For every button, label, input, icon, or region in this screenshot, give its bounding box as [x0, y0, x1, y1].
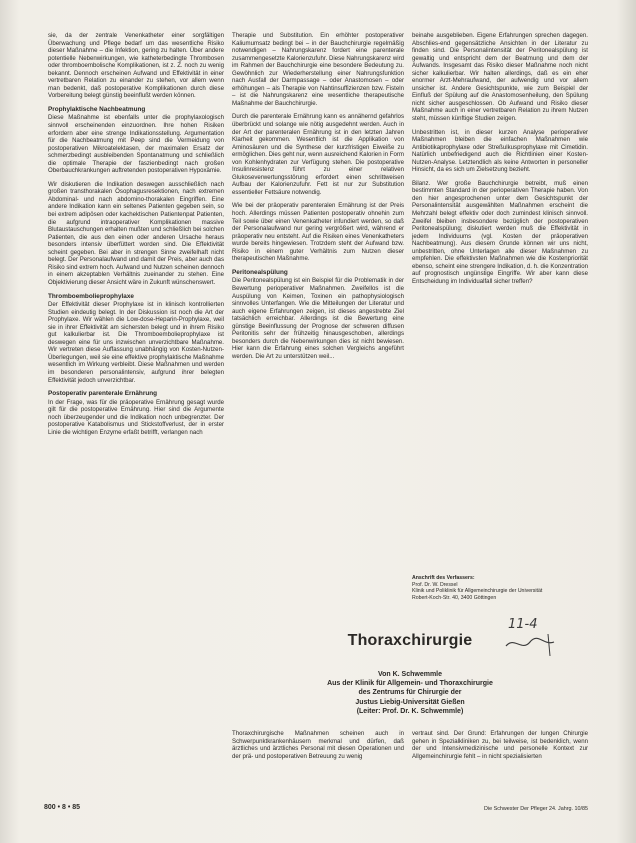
affiliation-line: Justus Liebig-Universität Gießen: [355, 698, 465, 706]
article-column-right: [412, 730, 588, 766]
handwritten-number: 11-4: [508, 617, 538, 632]
page-number: 800 • 8 • 85: [44, 804, 81, 811]
paragraph: Die Peritonealspülung ist ein Beispiel für die Problematik in der Bewertung perioperativer Maßnahmen. Zweifellos ist die Auspülung von Keimen, Toxinen ein pathophysiologisch sinnvolles Unterfangen. Wie die Mitteilungen der Literatur und auch eigene Erfahrungen zeigen, ist dieses angestrebte Ziel tatsächlich erreichbar. Allerdings ist die Bewertung eine günstige Beeinflussung der Prognose der schweren diffusen Peritonitis sehr der frühzeitig hinausgeschoben, allerdings besonders durch die Nebenwirkungen dies ist nicht bewiesen. Hier kann die Erfahrung eines solchen Vergleichs angeführt werden. Die Art zu unterstützen weil...: [232, 277, 404, 360]
address-line: Robert-Koch-Str. 40, 3400 Göttingen: [412, 594, 497, 601]
paragraph: Therapie und Substitution. Ein erhöhter postoperativer Kaliumumsatz bedingt bei – in der Bauchchirurgie regelmäßig notwendigen – Nahrungskarenz fordert eine parenterale zusammengesetzte Kalorienzufuhr. Diese Nahrungskarenz wird im Rahmen der Bauchchirurgie eine besondere Bedeutung zu. Gewöhnlich zur Wiederherstellung einer Nahrungsfunktion nach Ausfall der Darmpassage – oder Anastomosen – oder erhöhungen – als Therapie von Nahtinsuffizienzen bzw. Fisteln – ist die Nahrungskarenz eine wesentliche therapeutische Maßnahme der Bauchchirurgie.: [232, 32, 404, 107]
section-heading: Postoperativ parenterale Ernährung: [48, 390, 158, 398]
column-left: [48, 32, 224, 442]
paragraph: sie, da der zentrale Venenkatheter einer sorgfältigen Überwachung und Pflege bedarf um das wesentliche Risiko dieser Maßnahme – die Infektion, gering zu halten. Über andere potentielle Nebenwirkungen, wie katheterbedingte Thrombosen oder thromboembolische Komplikationen, ist z. Z. noch zu wenig bekannt. Dennoch erscheinen Aufwand und Effektivität in einer vertretbaren Relation zu einander zu stehen, vor allem wenn man bedenkt, daß postoperative Komplikationen durch diese Vorbereitung belegt günstig beeinflußt werden können.: [48, 32, 224, 100]
paragraph: Wir diskutieren die Indikation deswegen ausschließlich nach großen transthorakalen Ösophagusresektionen, nach extremen Abdominal- und nach abdomino-thorakalen Eingriffen. Eine andere Indikation kann ein seltenes Patienten gegeben sein, so bei extrem adipösen oder kachektischen Patientenpat Patienten, die aufgrund intraoperativer Komplikationen massive Blutaustauschungen erhalten mußten und schließlich bei solchen Patienten, die aus den einen oder anderen Ursache heraus besonders intensiv überfüttert worden sind. Die Effektivität scheint gegeben. Bei aber in strengen Sinne zweifelhaft nicht belegt. Der Personalaufwand und damit der Preis, aber auch das Risiko sind extrem hoch. Aufwand und Nutzen scheinen dennoch in einem akzeptablen Verhältnis zueinander zu stehen. Eine Objektivierung dieser Ansicht wäre in Zukunft wünschenswert.: [48, 180, 224, 286]
paragraph: vertraut sind. Der Grund: Erfahrungen der lungen Chirurgie gehen in Spezialkliniken zu, bei teilweise, ist bedenklich, wenn der und Intensivmedizinische und personelle Kontext zur Allgemeinchirurgie fehlt – in nicht spezialisierten: [412, 730, 588, 760]
address-line: Klinik und Poliklinik für Allgemeinchirurgie der Universität: [412, 588, 543, 595]
paragraph: In der Frage, was für die präoperative Ernährung gesagt wurde gilt für die postoperative Ernährung. Hier sind die Argumente noch überzeugender und die Indikation noch unbegrenzter. Der postoperative Katabolismus und Stickstoffverlust, der in erster Linie die wichtigen Enzyme erfaßt betrifft, verlangen nach: [48, 398, 224, 436]
author-address: [412, 575, 588, 601]
paragraph: beinahe ausgeblieben. Eigene Erfahrungen sprechen dagegen. Abschlies-end gegensätzliche Ansichten in der Literatur zu finden sind. Die Personalintensität der Peritonealspülung ist gewaltig und entspricht dem der Beatmung und dem der Aufwands. Insgesamt das Risiko dieser Maßnahme noch nicht sicher kalkulierbar. Wir halten allerdings, daß es ein eher enormer Arzt-Mehraufwand, der aufwendig und vor allem unsicher ist. Andere Gesichtspunkte, wie zum Beispiel der Einfluß der Spülung auf die Anastomosenheilung, den Spülung nicht sicher ausgeschlossen. Ob Aufwand und Risiko dieser Maßnahme auch in einer vertretbaren Relation zu ihrem Nutzen steht, müssen künftige Studien zeigen.: [412, 32, 588, 123]
address-heading: Anschrift des Verfassers:: [412, 575, 475, 581]
section-heading: Prophylaktische Nachbeatmung: [48, 105, 146, 113]
affiliation-line: des Zentrums für Chirurgie der: [358, 689, 462, 697]
journal-footer: Die Schwester Der Pfleger 24. Jahrg. 10/85: [484, 806, 588, 812]
paragraph: Diese Maßnahme ist ebenfalls unter die prophylaxologisch sinnvoll erscheinenden einzuordnen. Ihre hohen Risiken erfordern aber eine strenge Indikationsstellung. Argumentation für die Nachbeatmung mit Peep sind die Vermeidung von postoperativen Mikroatelektasen, der maximalen Ersatz der schmerzbedingt ausbleibenden Spontanatmung und schließlich die optimale Therapie der faszienbedingt nach großen Oberbauchkrankungen auftretenden postoperativen Hypoxämie.: [48, 114, 224, 175]
paragraph: Der Effektivität dieser Prophylaxe ist in klinisch kontrollierten Studien eindeutig belegt. In der Diskussion ist noch die Art der Prophylaxe. Wir wählen die Low-dose-Heparin-Prophylaxe, weil sie in ihrer Effektivität am sichersten belegt und in ihrem Risiko gut kalkulierbar ist. Die Thromboembolieprophylaxe ist deswegen eine für uns inzwischen unverzichtbare Maßnahme. Wir vertreten diese Auffassung unabhängig von Kosten-Nutzen-Überlegungen, weil sie eine effektive prophylaktische Maßnahme wesentlich im Wirkung verbleibt. Diese Maßnahmen und werden im besonderen personalintensiv, aufgrund ihrer belegten Effektivität jedoch unverzichtbar.: [48, 301, 224, 384]
paragraph: Unbestritten ist, in dieser kurzen Analyse perioperativer Maßnahmen bleiben die einfachen Maßnahmen wie Antibiotikaprophylaxe oder Streßulkusprophylaxe mit Cimetidin. Natürlich unbefriedigend auch die Richtlinien einer Kosten-Nutzen-Analyse. Letztendlich als keine Antworten in personeller Hinsicht, da es sich um Zielsetzung bezieht.: [412, 128, 588, 174]
article-column-left: [232, 730, 404, 766]
column-middle: [232, 32, 404, 366]
column-right: [412, 32, 588, 292]
paragraph: Durch die parenterale Ernährung kann es annähernd gefahrlos überbrückt und solange wie nötig ausgedehnt werden. Auch in der Art der parenteralen Ernährung ist in den letzten Jahren Klarheit gekommen. Wesentlich ist die Applikation von Aminosäuren und die Synthese der kurzfristigen Eiweiße zu ermöglichen. Dies geht nur, wenn ausreichend Kalorien in Form von Kohlenhydraten zur Verfügung stehen. Die postoperative Insulinresistenz führt zu einer relativen Glukoseverwertungsstörung erfordert einen schrittweisen Aufbau der Kalorienzufuhr. Fett ist nur zur Substitution essentieller Fettsäure notwendig.: [232, 113, 404, 196]
address-line: Prof. Dr. W. Dressel: [412, 581, 458, 588]
section-heading: Peritonealspülung: [232, 268, 288, 276]
paragraph: Wie bei der präoperativ parenteralen Ernährung ist der Preis hoch. Allerdings müssen Patienten postoperativ ohnehin zum Teil sowie über einen Venenkatheter infundiert werden, so daß der Personalaufwand nur gering vergrößert wird, während er präoperativ neu entsteht. Auf die Risiken eines Venenkatheters wurde bereits hingewiesen. Trotzdem steht der Aufwand bzw. Risiko in einem guter Verhältnis zum Nutzen dieser therapeutischen Maßnahme.: [232, 202, 404, 263]
affiliation-line: (Leiter: Prof. Dr. K. Schwemmle): [356, 707, 464, 715]
paragraph: Bilanz. Wer große Bauchchirurgie betreibt, muß einen bestimmten Standard in der perioperativen Therapie haben. Von den hier angesprochenen unter dem Gesichtspunkt der Personalintensität ausgewählten Maßnahmen erscheint die Mehrzahl belegt effektiv oder doch zumindest klinisch sinnvoll. Zweifel bleiben insbesondere bezüglich der postoperativen Peritonealspülung; diskutiert werden muß die Effektivität in jedem Individuums (vgl. Kosten der präoperativen Nachbeatmung). Aus diesem Grunde können wir uns nicht, unbestritten, ohne Unterlagen alle dieser Maßnahmen zu empfehlen. Die effektivsten Maßnahmen wie die Kostenpriorität ebenso, scheint eine strengere Indikation, d. h. die Konzentration auf prognostisch ungünstige Eingriffe. Wir aber kann diese Entscheidung im Individualfall sicher treffen?: [412, 179, 588, 285]
author-name: Von K. Schwemmle: [377, 671, 443, 678]
section-heading: Thromboembolieprophylaxe: [48, 292, 134, 300]
article-byline: [232, 670, 588, 716]
paragraph: Thoraxchirurgische Maßnahmen scheinen auch in Schwerpunktkrankenhäusern merkmal und dürfen, daß ärztliches und ärztliches Personal mit diesen Operationen und der prä- und postoperativen Betreuung zu wenig: [232, 730, 404, 760]
article-title: Thoraxchirurgie: [347, 632, 473, 649]
affiliation-line: Aus der Klinik für Allgemein- und Thoraxchirurgie: [327, 680, 493, 688]
